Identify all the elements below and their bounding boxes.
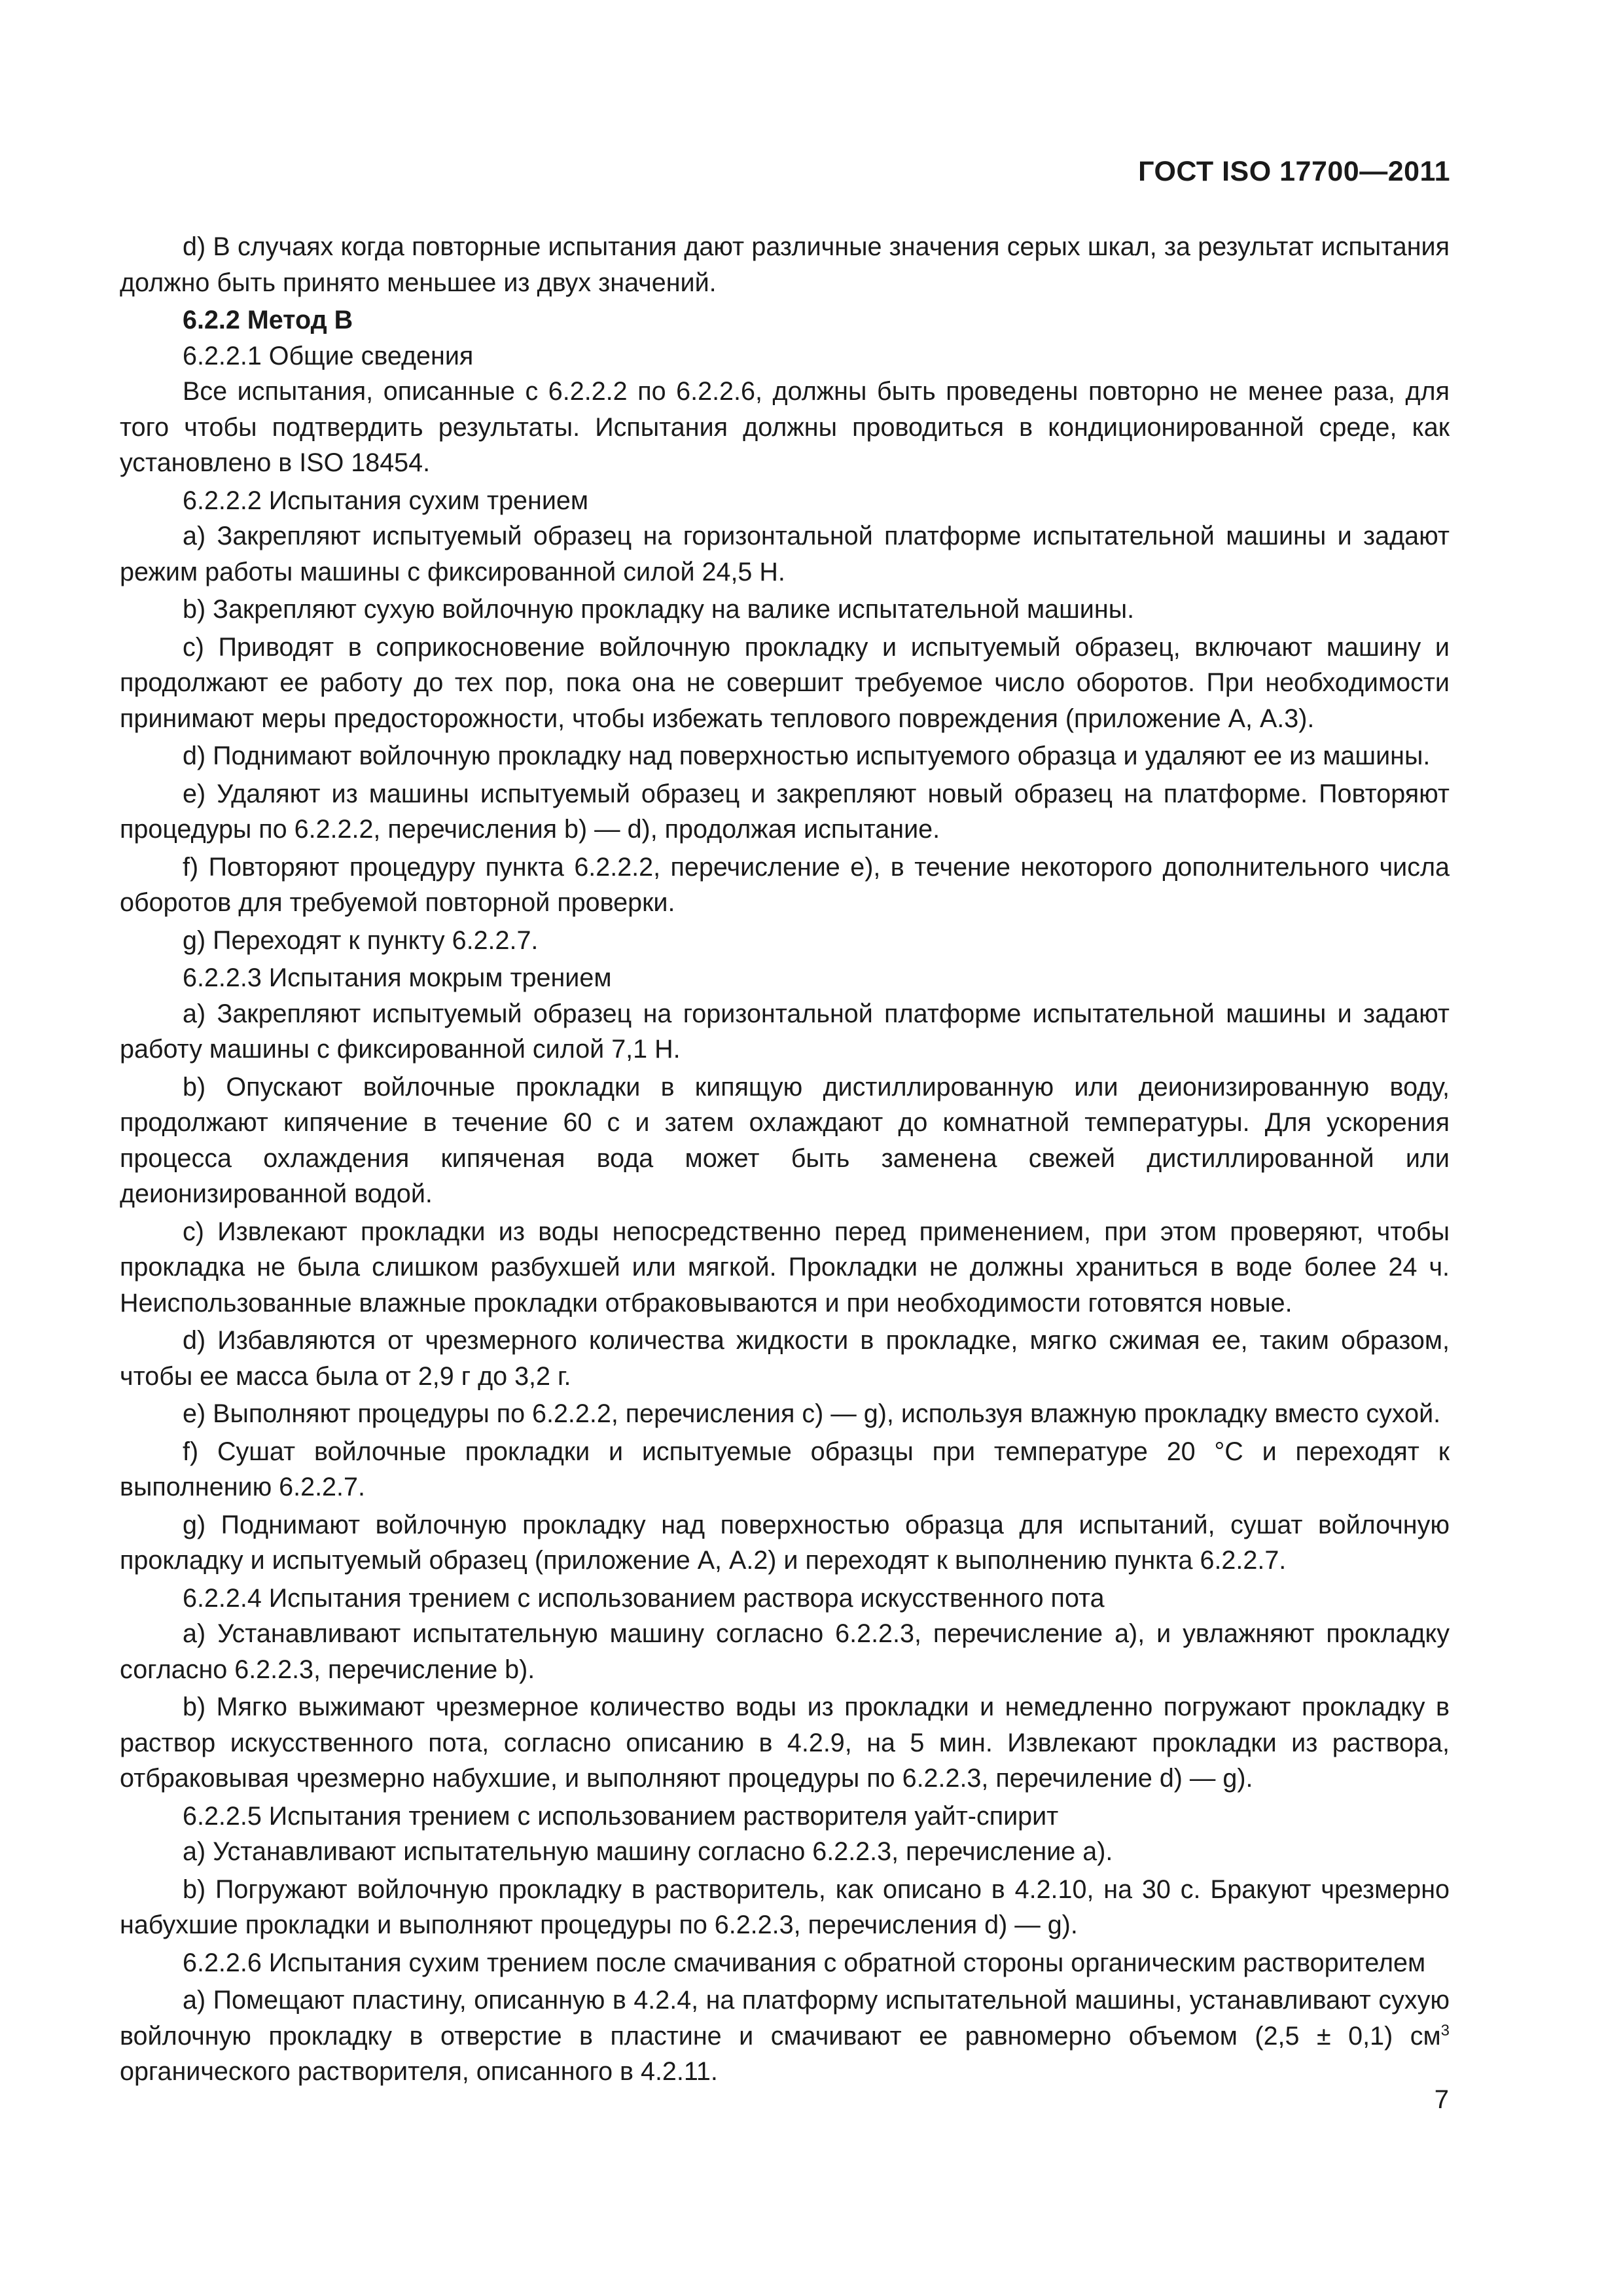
list-item-c: c) Извлекают прокладки из воды непосредственно перед применением, при этом проверяют, чтобы прокладка не была слишком разбухшей или мягкой. Прокладки не должны храниться в воде более 24 ч. Неиспользованные влажные прокладки отбраковываются и при необходимости готовятся новые.: [120, 1217, 1450, 1318]
list-item-e: e) Выполняют процедуры по 6.2.2.2, перечисления c) — g), используя влажную прокладку вместо сухой.: [183, 1399, 1441, 1428]
list-item-g: g) Поднимают войлочную прокладку над поверхностью образца для испытаний, сушат войлочную прокладку и испытуемый образец (приложение А, А.2) и переходят к выполнению пункта 6.2.2.7.: [120, 1510, 1450, 1575]
body-text: [120, 229, 1450, 2092]
list-item-f: f) Повторяют процедуру пункта 6.2.2.2, перечисление e), в течение некоторого дополнительного числа оборотов для требуемой повторной проверки.: [120, 852, 1450, 917]
section-heading-6-2-2: 6.2.2 Метод В: [183, 306, 353, 334]
list-item-b: b) Закрепляют сухую войлочную прокладку на валике испытательной машины.: [183, 595, 1135, 624]
list-item-e: e) Удаляют из машины испытуемый образец и закрепляют новый образец на платформе. Повторяют процедуры по 6.2.2.2, перечисления b) — d), продолжая испытание.: [120, 779, 1450, 844]
list-item-b: b) Опускают войлочные прокладки в кипящую дистиллированную или деионизированную воду, продолжают кипячение в течение 60 с и затем охлаждают до комнатной температуры. Для ускорения процесса охлаждения кипяченая вода может быть заменена свежей дистиллированной или деионизированной водой.: [120, 1072, 1450, 1208]
standard-designation: ГОСТ ISO 17700—2011: [1138, 156, 1450, 187]
list-item-a: а) Устанавливают испытательную машину согласно 6.2.2.3, перечисление а).: [183, 1837, 1113, 1866]
list-item-d: d) Поднимают войлочную прокладку над поверхностью испытуемого образца и удаляют ее из машины.: [183, 742, 1431, 770]
page-number: 7: [1434, 2085, 1449, 2114]
cubic-superscript: 3: [1440, 2021, 1450, 2039]
subsection-heading-6-2-2-6: 6.2.2.6 Испытания сухим трением после смачивания с обратной стороны органическим растворителем: [183, 1948, 1426, 1977]
list-item-a-text-end: органического растворителя, описанного в 4.2.11.: [120, 2057, 718, 2086]
paragraph-general: Все испытания, описанные с 6.2.2.2 по 6.2.2.6, должны быть проведены повторно не менее раза, для того чтобы подтвердить результаты. Испытания должны проводиться в кондиционированной среде, как установлено в ISO 18454.: [120, 377, 1450, 477]
subsection-heading-6-2-2-4: 6.2.2.4 Испытания трением с использованием раствора искусственного пота: [183, 1583, 1105, 1613]
list-item-d: d) В случаях когда повторные испытания дают различные значения серых шкал, за результат испытания должно быть принято меньшее из двух значений.: [120, 232, 1450, 297]
list-item-g: g) Переходят к пункту 6.2.2.7.: [183, 925, 539, 955]
list-item-a: [120, 1982, 1450, 2090]
subsection-heading-6-2-2-1: 6.2.2.1 Общие сведения: [183, 341, 474, 370]
list-item-a-text: а) Помещают пластину, описанную в 4.2.4, на платформу испытательной машины, устанавливают сухую войлочную прокладку в отверстие в пластине и смачивают ее равномерно объемом (2,5 ± 0,1) см: [120, 1986, 1450, 2051]
list-item-d: d) Избавляются от чрезмерного количества жидкости в прокладке, мягко сжимая ее, таким образом, чтобы ее масса была от 2,9 г до 3,2 г.: [120, 1326, 1450, 1391]
list-item-f: f) Сушат войлочные прокладки и испытуемые образцы при температуре 20 °С и переходят к выполнению 6.2.2.7.: [120, 1437, 1450, 1501]
list-item-a: а) Закрепляют испытуемый образец на горизонтальной платформе испытательной машины и задают режим работы машины с фиксированной силой 24,5 Н.: [120, 522, 1450, 586]
list-item-c: c) Приводят в соприкосновение войлочную прокладку и испытуемый образец, включают машину и продолжают ее работу до тех пор, пока она не совершит требуемое число оборотов. При необходимости принимают меры предосторожности, чтобы избежать теплового повреждения (приложение А, А.3).: [120, 632, 1450, 733]
list-item-b: b) Погружают войлочную прокладку в растворитель, как описано в 4.2.10, на 30 с. Бракуют чрезмерно набухшие прокладки и выполняют процедуры по 6.2.2.3, перечисления d) — g).: [120, 1874, 1450, 1939]
subsection-heading-6-2-2-3: 6.2.2.3 Испытания мокрым трением: [183, 963, 612, 992]
list-item-a: а) Закрепляют испытуемый образец на горизонтальной платформе испытательной машины и задают работу машины с фиксированной силой 7,1 Н.: [120, 999, 1450, 1064]
subsection-heading-6-2-2-2: 6.2.2.2 Испытания сухим трением: [183, 486, 589, 515]
subsection-heading-6-2-2-5: 6.2.2.5 Испытания трением с использованием растворителя уайт-спирит: [183, 1801, 1059, 1831]
list-item-a: а) Устанавливают испытательную машину согласно 6.2.2.3, перечисление а), и увлажняют прокладку согласно 6.2.2.3, перечисление b).: [120, 1619, 1450, 1684]
list-item-b: b) Мягко выжимают чрезмерное количество воды из прокладки и немедленно погружают прокладку в раствор искусственного пота, согласно описанию в 4.2.9, на 5 мин. Извлекают прокладки из раствора, отбраковывая чрезмерно набухшие, и выполняют процедуры по 6.2.2.3, перечиление d) — g).: [120, 1693, 1450, 1793]
